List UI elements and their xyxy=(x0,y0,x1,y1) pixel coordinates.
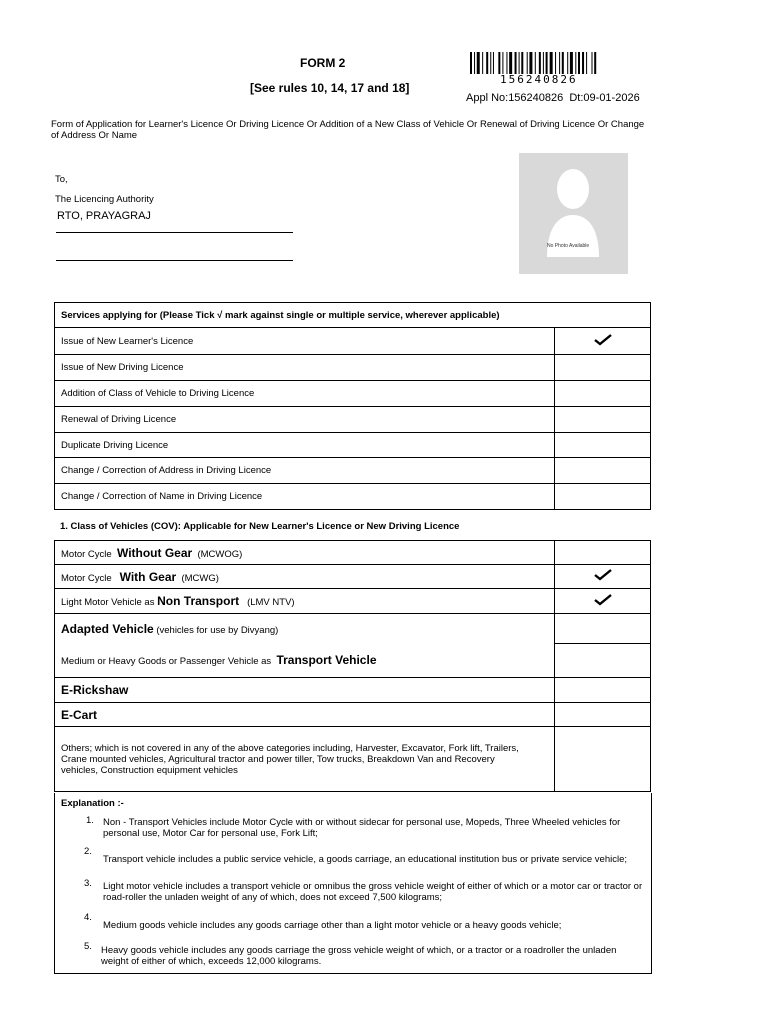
barcode-bar xyxy=(555,52,556,74)
barcode-bar xyxy=(493,52,494,74)
barcode-bar xyxy=(535,52,536,74)
service-label: Duplicate Driving Licence xyxy=(55,433,555,458)
explanation-text: Non - Transport Vehicles include Motor Cycle with or without sidecar for personal use, Mopeds, Three Wheeled vehicles for personal use, Motor Car for personal use, Fork Lift; xyxy=(103,817,621,839)
cov-others: Others; which is not covered in any of the above categories including, Harvester, Excavator, Fork lift, Trailers, Crane mounted vehicles, Agricultural tractor and power tiller, Tow trucks, Breakdown Van and Recovery vehicles, Construction equipment vehicles xyxy=(55,727,555,792)
to-label: To, xyxy=(55,174,68,185)
cov-checkbox[interactable] xyxy=(555,541,651,565)
cov-checkbox[interactable] xyxy=(555,644,651,678)
barcode-bar xyxy=(586,52,587,74)
cov-transport-prefix: Medium or Heavy Goods or Passenger Vehicle as xyxy=(61,656,272,668)
service-checkbox[interactable] xyxy=(555,458,651,484)
barcode-bar xyxy=(515,52,517,74)
cov-adapted-name: Adapted Vehicle xyxy=(61,621,154,636)
barcode-bar xyxy=(470,52,472,74)
barcode-bar xyxy=(509,52,512,74)
service-checkbox[interactable] xyxy=(555,407,651,433)
barcode xyxy=(470,52,638,74)
barcode-bar xyxy=(490,52,491,74)
cov-mcwog xyxy=(55,541,555,565)
barcode-bar xyxy=(486,52,488,74)
explanation-text: Transport vehicle includes a public service vehicle, a goods carriage, an educational institution bus or private service vehicle; xyxy=(103,854,628,865)
photo-caption: No Photo Available xyxy=(547,243,590,249)
cov-adapted xyxy=(55,614,555,644)
cov-erickshaw: E-Rickshaw xyxy=(55,678,555,703)
cov-lmv-name: Non Transport xyxy=(157,594,240,608)
cov-mcwog-name: Without Gear xyxy=(116,545,193,560)
cov-mcwg xyxy=(55,565,555,589)
cov-checkbox[interactable] xyxy=(555,678,651,703)
barcode-bar xyxy=(502,52,503,74)
barcode-bar xyxy=(539,52,541,74)
cov-transport xyxy=(55,644,555,678)
service-label: Issue of New Learner's Licence xyxy=(55,328,555,355)
cov-ecart: E-Cart xyxy=(55,703,555,727)
barcode-bar xyxy=(570,52,573,74)
rto-name: RTO, PRAYAGRAJ xyxy=(57,210,151,222)
barcode-bar xyxy=(578,52,580,74)
cov-mc-prefix: Motor Cycle xyxy=(61,548,112,560)
barcode-bar xyxy=(567,52,568,74)
service-label: Change / Correction of Address in Driving Licence xyxy=(55,458,555,484)
application-number: Appl No:156240826 Dt:09-01-2026 xyxy=(466,92,640,104)
barcode-bar xyxy=(482,52,483,74)
barcode-bar xyxy=(529,52,532,74)
barcode-bar xyxy=(527,52,528,74)
explanation-number: 1. xyxy=(86,815,94,826)
form-title: FORM 2 xyxy=(300,56,346,70)
services-table xyxy=(54,302,651,510)
barcode-bar xyxy=(594,52,596,74)
barcode-bar xyxy=(582,52,584,74)
barcode-bar xyxy=(521,52,523,74)
cov-lmv-prefix: Light Motor Vehicle as xyxy=(61,597,155,608)
barcode-bar xyxy=(575,52,576,74)
explanation-text: Heavy goods vehicle includes any goods carriage the gross vehicle weight of which, or a tractor or a roadroller the unladen weight of either of which, exceeds 12,000 kilograms. xyxy=(101,945,617,967)
cov-lmv-code: (LMV NTV) xyxy=(247,597,295,608)
barcode-bar xyxy=(559,52,560,74)
cov-checkbox[interactable] xyxy=(555,589,651,614)
cov-table xyxy=(54,540,651,792)
barcode-bar xyxy=(498,52,500,74)
cov-adapted-note: (vehicles for use by Divyang) xyxy=(156,624,279,636)
checkmark-icon xyxy=(594,569,612,581)
services-header: Services applying for (Please Tick √ mark against single or multiple service, wherever applicable) xyxy=(55,303,651,328)
explanation-number: 2. xyxy=(84,846,92,857)
barcode-bar xyxy=(562,52,564,74)
explanation-text: Medium goods vehicle includes any goods carriage other than a light motor vehicle or a heavy goods vehicle; xyxy=(103,920,562,931)
service-checkbox[interactable] xyxy=(555,328,651,355)
cov-checkbox[interactable] xyxy=(555,614,651,644)
barcode-number: 156240826 xyxy=(500,73,578,86)
barcode-bar xyxy=(506,52,507,74)
explanation-text: Light motor vehicle includes a transport vehicle or omnibus the gross vehicle weight of either of which or a motor car or tractor or road-roller the unladen weight of any of which, does not exceed 7,500 kilograms; xyxy=(103,881,643,903)
cov-mcwg-name: With Gear xyxy=(119,569,177,584)
cov-checkbox[interactable] xyxy=(555,703,651,727)
person-silhouette-icon xyxy=(519,153,628,274)
service-checkbox[interactable] xyxy=(555,433,651,458)
service-label: Addition of Class of Vehicle to Driving Licence xyxy=(55,381,555,407)
service-checkbox[interactable] xyxy=(555,381,651,407)
cov-checkbox[interactable] xyxy=(555,565,651,589)
barcode-bar xyxy=(592,52,593,74)
address-line-2 xyxy=(56,260,293,261)
service-checkbox[interactable] xyxy=(555,484,651,510)
barcode-bar xyxy=(519,52,520,74)
barcode-bar xyxy=(477,52,480,74)
cov-mcwg-code: (MCWG) xyxy=(181,572,219,584)
checkmark-icon xyxy=(594,334,612,346)
cov-transport-name: Transport Vehicle xyxy=(276,653,377,668)
explanation-number: 4. xyxy=(84,912,92,923)
cov-lmv xyxy=(55,589,555,614)
barcode-bar xyxy=(550,52,553,74)
explanation-heading: Explanation :- xyxy=(61,798,124,809)
explanation-number: 3. xyxy=(84,878,92,889)
form-description: Form of Application for Learner's Licence Or Driving Licence Or Addition of a New Class of Vehicle Or Renewal of Driving Licence Or Change of Address Or Name xyxy=(51,119,645,141)
authority-label: The Licencing Authority xyxy=(55,194,154,205)
rules-reference: [See rules 10, 14, 17 and 18] xyxy=(250,81,410,95)
cov-mcwog-code: (MCWOG) xyxy=(197,548,243,560)
cov-checkbox[interactable] xyxy=(555,727,651,792)
cov-heading: 1. Class of Vehicles (COV): Applicable for New Learner's Licence or New Driving Licence xyxy=(60,521,460,532)
barcode-bar xyxy=(543,52,544,74)
barcode-bar xyxy=(546,52,548,74)
service-label: Change / Correction of Name in Driving Licence xyxy=(55,484,555,510)
service-label: Renewal of Driving Licence xyxy=(55,407,555,433)
checkmark-icon xyxy=(594,594,612,606)
address-line-1 xyxy=(56,232,293,233)
photo-placeholder xyxy=(519,153,628,274)
service-checkbox[interactable] xyxy=(555,355,651,381)
service-label: Issue of New Driving Licence xyxy=(55,355,555,381)
explanation-box xyxy=(54,793,652,974)
explanation-number: 5. xyxy=(84,941,92,952)
barcode-bar xyxy=(474,52,475,74)
cov-mc-prefix: Motor Cycle xyxy=(61,572,112,584)
